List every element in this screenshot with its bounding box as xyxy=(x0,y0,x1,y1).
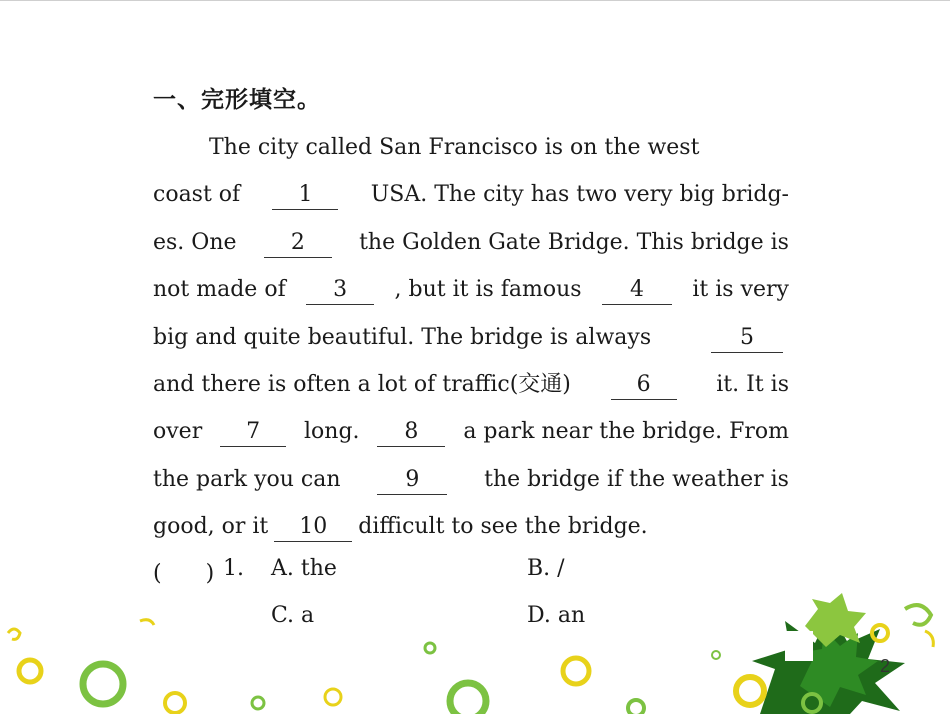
ring-icon xyxy=(252,697,264,709)
decorative-footer xyxy=(0,591,950,714)
blank-2[interactable]: 2 xyxy=(264,229,332,258)
blank-8[interactable]: 8 xyxy=(377,418,445,447)
passage-line-5: big and quite beautiful. The bridge is always 5 xyxy=(153,314,789,361)
ring-icon xyxy=(736,677,764,705)
page-number-bg xyxy=(785,631,813,661)
blank-7[interactable]: 7 xyxy=(220,418,286,447)
passage-line-7: over 7 long. 8 a park near the bridge. From xyxy=(153,408,789,455)
swirl-icon xyxy=(925,631,933,647)
cloze-passage xyxy=(153,124,789,551)
passage-line-8: the park you can 9 the bridge if the weather is xyxy=(153,456,789,503)
ring-icon xyxy=(712,651,720,659)
ring-icon xyxy=(83,664,123,704)
ring-icon xyxy=(425,643,435,653)
passage-line-9: good, or it 10 difficult to see the bridge. xyxy=(153,503,789,550)
passage-line-6: and there is often a lot of traffic(交通) 6 it. It is xyxy=(153,361,789,408)
blank-4[interactable]: 4 xyxy=(602,276,672,305)
swirl-icon xyxy=(140,620,154,625)
blank-9[interactable]: 9 xyxy=(377,466,447,495)
passage-line-3: es. One 2 the Golden Gate Bridge. This bridge is xyxy=(153,219,789,266)
ring-icon xyxy=(165,693,185,713)
ring-icon xyxy=(450,683,486,714)
option-b[interactable]: B. / xyxy=(527,556,565,581)
page-number: 2 xyxy=(880,656,891,676)
ring-icon xyxy=(19,660,41,682)
passage-line-1: The city called San Francisco is on the west xyxy=(209,135,700,160)
passage-line-2: coast of 1 USA. The city has two very big bridg- xyxy=(153,171,789,218)
blank-10[interactable]: 10 xyxy=(274,513,352,542)
option-a[interactable]: A. the xyxy=(271,556,337,581)
answer-paren[interactable]: ( ) xyxy=(153,561,215,586)
ring-icon xyxy=(563,658,589,684)
swirl-icon xyxy=(905,605,931,625)
section-title: 一、完形填空。 xyxy=(153,87,321,113)
blank-5[interactable]: 5 xyxy=(711,324,783,353)
option-d[interactable]: D. an xyxy=(527,603,586,628)
ring-icon xyxy=(628,700,644,714)
blank-3[interactable]: 3 xyxy=(306,276,374,305)
swirl-icon xyxy=(8,629,20,639)
ring-icon xyxy=(325,689,341,705)
blank-6[interactable]: 6 xyxy=(611,371,677,400)
blank-1[interactable]: 1 xyxy=(272,181,338,210)
option-c[interactable]: C. a xyxy=(271,603,315,628)
question-number: 1. xyxy=(223,556,244,581)
passage-line-4: not made of 3 , but it is famous 4 it is very xyxy=(153,266,789,313)
